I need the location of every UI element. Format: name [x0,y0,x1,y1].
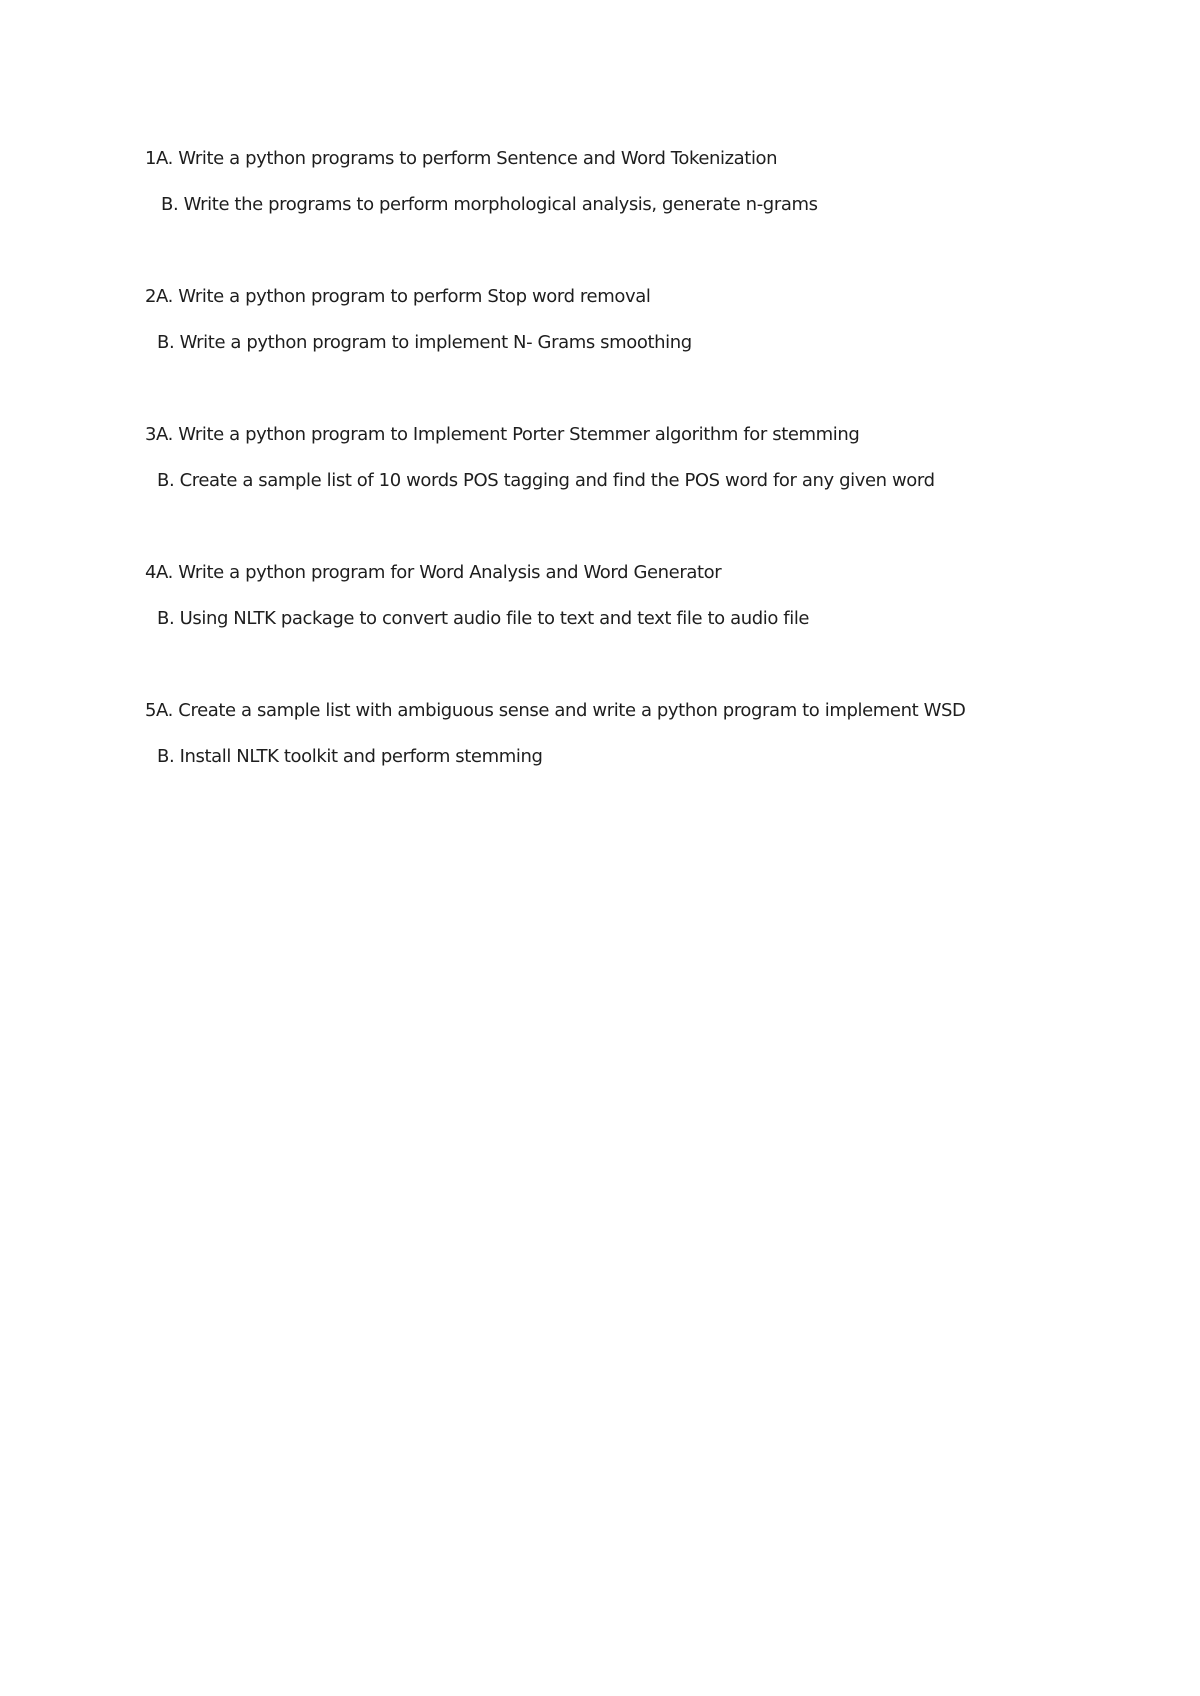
question-3a: 3A. Write a python program to Implement Porter Stemmer algorithm for stemming [145,424,860,445]
question-5a: 5A. Create a sample list with ambiguous sense and write a python program to implement WSD [145,700,966,721]
question-2a: 2A. Write a python program to perform Stop word removal [145,286,651,307]
question-5b: B. Install NLTK toolkit and perform stemming [157,746,543,767]
question-1a: 1A. Write a python programs to perform Sentence and Word Tokenization [145,148,778,169]
question-3b: B. Create a sample list of 10 words POS tagging and find the POS word for any given word [157,470,935,491]
question-2b: B. Write a python program to implement N- Grams smoothing [157,332,692,353]
question-4a: 4A. Write a python program for Word Analysis and Word Generator [145,562,722,583]
question-4b: B. Using NLTK package to convert audio file to text and text file to audio file [157,608,810,629]
question-1b: B. Write the programs to perform morphological analysis, generate n-grams [161,194,818,215]
